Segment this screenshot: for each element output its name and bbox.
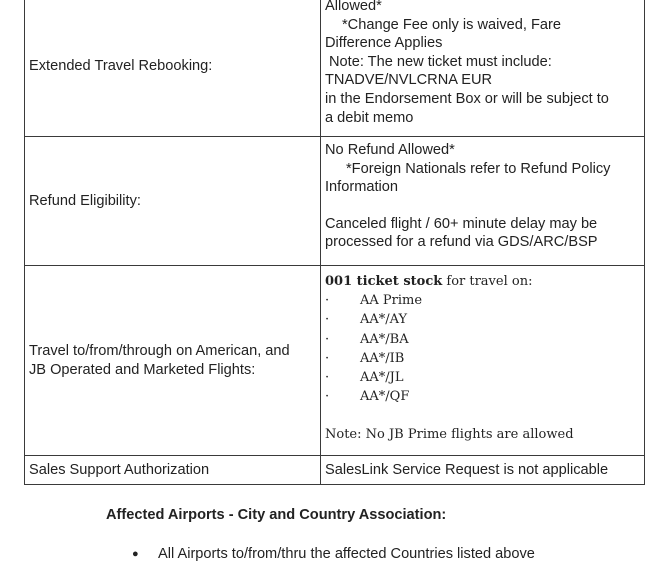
carrier-code: AA*/BA [360, 331, 409, 347]
jb-prime-note: Note: No JB Prime flights are allowed [325, 426, 574, 442]
row-label: Extended Travel Rebooking: [25, 0, 321, 137]
carrier-code: AA Prime [360, 293, 423, 308]
carrier-code: AA*/QF [360, 389, 410, 405]
value-line: Allowed* [325, 0, 382, 14]
bullet-dot: · [325, 370, 330, 386]
value-line: Information [325, 179, 399, 196]
bullet-dot: · [325, 331, 330, 347]
value-line: in the Endorsement Box or will be subject to [325, 90, 609, 107]
table-row [25, 266, 645, 456]
list-item [325, 330, 638, 349]
label-line: Travel to/from/through on American, and [29, 342, 290, 359]
carrier-code: AA*/JL [360, 370, 404, 386]
row-label [25, 266, 321, 456]
row-label: Refund Eligibility: [25, 137, 321, 266]
list-item [325, 349, 638, 368]
value-line: a debit memo [325, 109, 414, 126]
row-value [321, 266, 645, 456]
value-line: Difference Applies [325, 35, 443, 52]
row-label: Sales Support Authorization [25, 456, 321, 485]
carrier-code: AA*/AY [360, 312, 408, 328]
value-line: No Refund Allowed* [325, 142, 455, 158]
bullet-dot: · [325, 389, 330, 405]
policy-table [24, 0, 645, 485]
bullet-dot: · [325, 350, 330, 366]
value-line: *Change Fee only is waived, Fare [342, 16, 562, 33]
table-row [25, 456, 645, 485]
list-item-text: All Airports to/from/thru the affected Countries listed above [158, 546, 535, 562]
value-line: Canceled flight / 60+ minute delay may be [325, 215, 598, 232]
carrier-code: AA*/IB [360, 350, 405, 366]
ticket-stock-label: 001 ticket stock [325, 274, 443, 289]
value-line: *Foreign Nationals refer to Refund Policy [346, 160, 611, 177]
list-item [325, 291, 638, 310]
ticket-stock-line [325, 272, 638, 291]
bullet-dot: · [325, 312, 330, 328]
list-item [325, 387, 638, 406]
list-item [325, 310, 638, 329]
bullet-dot: ● [132, 548, 139, 560]
row-value [321, 137, 645, 266]
list-item [325, 368, 638, 387]
value-line: Note: The new ticket must include: [329, 53, 552, 70]
list-item [132, 546, 535, 562]
label-line: JB Operated and Marketed Flights: [29, 361, 256, 378]
carrier-list [325, 291, 638, 407]
affected-airports-heading: Affected Airports - City and Country Association: [106, 507, 447, 523]
value-line: processed for a refund via GDS/ARC/BSP [325, 234, 598, 251]
value-line: TNADVE/NVLCRNA EUR [325, 72, 493, 89]
bullet-dot: · [325, 293, 330, 308]
table-row [25, 137, 645, 266]
row-value [321, 0, 645, 137]
table-row [25, 0, 645, 137]
spacer [325, 197, 638, 215]
ticket-stock-suffix: for travel on: [442, 274, 533, 289]
row-value: SalesLink Service Request is not applicable [321, 456, 645, 485]
